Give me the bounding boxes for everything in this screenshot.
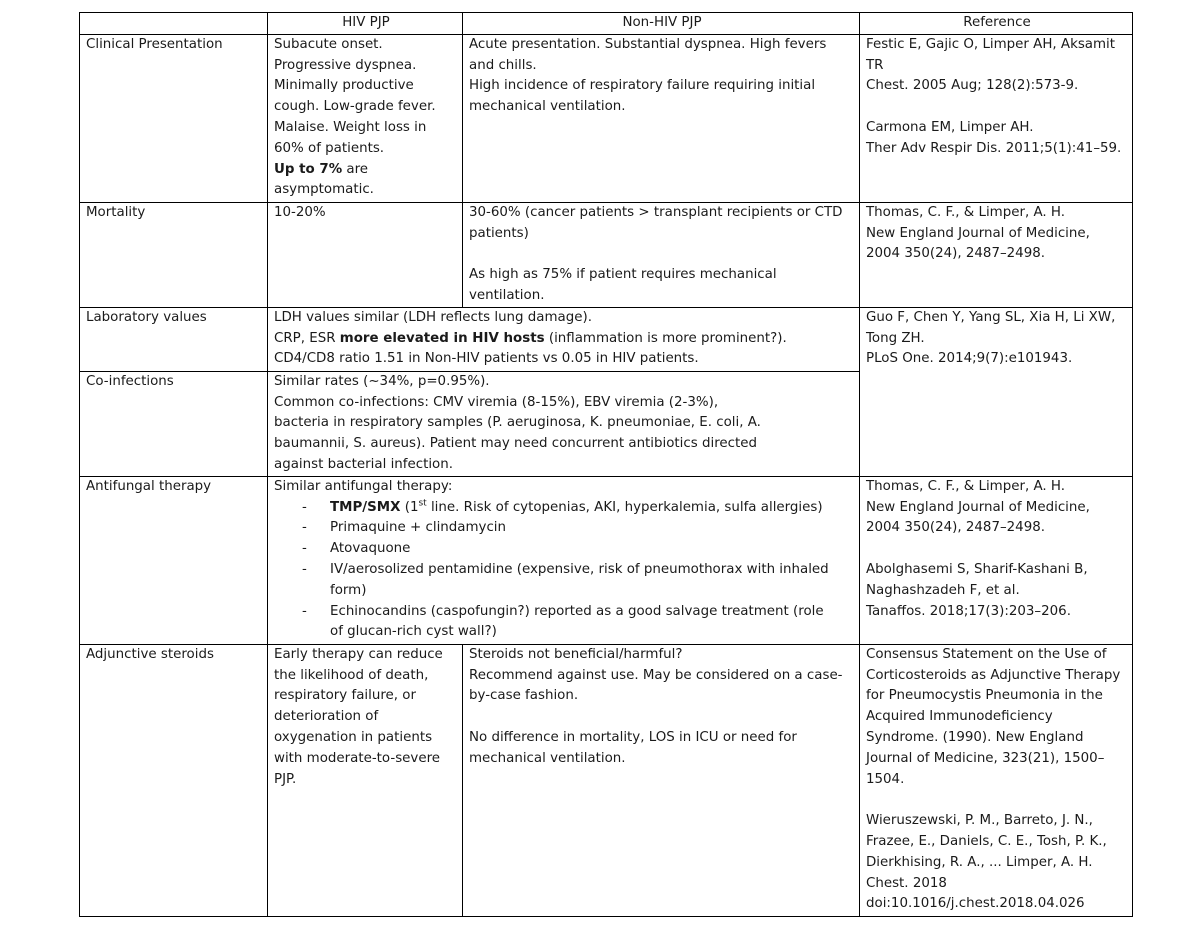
reference-text: Wieruszewski, P. M., Barreto, J. N., Frazee, E., Daniels, C. E., Tosh, P. K., Dierkhising, R. A., ... Limper, A. H. (866, 813, 1107, 870)
cell-text: are asymptomatic. (274, 161, 374, 198)
reference-text: Ther Adv Respir Dis. 2011;5(1):41–59. (866, 140, 1122, 156)
nonhiv-cell (463, 644, 860, 916)
cell-text: CD4/CD8 ratio 1.51 in Non-HIV patients vs 0.05 in HIV patients. (274, 351, 699, 367)
reference-cell (860, 644, 1133, 916)
cell-text: 30-60% (cancer patients > transplant recipients or CTD patients) (469, 204, 843, 241)
reference-text: Consensus Statement on the Use of Corticosteroids as Adjunctive Therapy for Pneumocystis Pneumonia in the Acquired Immunodeficiency Syndrome. (1990). New England Journal of Medicine, 323(21), 1500–1504. (866, 646, 1121, 787)
header-nonhiv: Non-HIV PJP (463, 13, 860, 35)
cell-text: Similar rates (~34%, p=0.95%). (274, 373, 490, 389)
cell-emphasis: more elevated in HIV hosts (339, 330, 545, 346)
cell-text: Steroids not beneficial/harmful? (469, 646, 683, 662)
cell-text: Subacute onset. Progressive dyspnea. Minimally productive cough. Low-grade fever. Malaise. Weight loss in 60% of patients. (274, 36, 436, 156)
cell-emphasis: TMP/SMX (330, 499, 401, 515)
list-item: - TMP/SMX (1st line. Risk of cytopenias, AKI, hyperkalemia, sulfa allergies) (302, 498, 835, 519)
document-page (79, 12, 1132, 917)
list-item: - Primaquine + clindamycin (302, 518, 835, 539)
reference-text: Guo F, Chen Y, Yang SL, Xia H, Li XW, Tong ZH. (866, 309, 1116, 346)
cell-text: No difference in mortality, LOS in ICU or need for mechanical ventilation. (469, 729, 797, 766)
reference-text: Tanaffos. 2018;17(3):203–206. (866, 603, 1071, 619)
hiv-cell: 10-20% (268, 202, 463, 307)
row-label: Mortality (80, 202, 268, 307)
list-item: - Echinocandins (caspofungin?) reported as a good salvage treatment (role of glucan-rich cyst wall?) (302, 602, 835, 644)
cell-text: CRP, ESR (274, 330, 340, 346)
reference-text: PLoS One. 2014;9(7):e101943. (866, 351, 1073, 367)
reference-cell (860, 34, 1133, 202)
row-label: Co-infections (80, 371, 268, 476)
cell-text: Common co-infections: CMV viremia (8-15%), EBV viremia (2-3%), bacteria in respiratory samples (P. aeruginosa, K. pneumoniae, E. coli, A. baumannii, S. aureus). Patient may need concurrent antibiotics directed against bacterial infection. (274, 394, 761, 472)
shared-cell (268, 371, 860, 476)
reference-text: Chest. 2018 (866, 875, 947, 891)
table-row (80, 476, 1133, 644)
row-label: Adjunctive steroids (80, 644, 268, 916)
reference-text: Thomas, C. F., & Limper, A. H. (866, 478, 1065, 494)
cell-text: Recommend against use. May be considered on a case-by-case fashion. (469, 667, 843, 704)
list-item: - IV/aerosolized pentamidine (expensive, risk of pneumothorax with inhaled form) (302, 560, 835, 602)
cell-text: Similar antifungal therapy: (274, 478, 453, 494)
header-row (80, 13, 1133, 35)
header-reference: Reference (860, 13, 1133, 35)
shared-cell (268, 307, 860, 371)
cell-text: (inflammation is more prominent?). (544, 330, 787, 346)
reference-text: Carmona EM, Limper AH. (866, 119, 1034, 135)
row-label: Clinical Presentation (80, 34, 268, 202)
reference-text: Festic E, Gajic O, Limper AH, Aksamit TR (866, 36, 1116, 73)
cell-text: Acute presentation. Substantial dyspnea. High fevers and chills. (469, 36, 827, 73)
nonhiv-cell (463, 202, 860, 307)
reference-text: Thomas, C. F., & Limper, A. H. (866, 204, 1065, 220)
reference-cell (860, 307, 1133, 476)
reference-cell (860, 202, 1133, 307)
reference-text: New England Journal of Medicine, 2004 350(24), 2487–2498. (866, 499, 1090, 536)
table-row (80, 202, 1133, 307)
list-item: - Atovaquone (302, 539, 835, 560)
cell-text: High incidence of respiratory failure requiring initial mechanical ventilation. (469, 78, 816, 115)
table-row (80, 644, 1133, 916)
reference-text: Abolghasemi S, Sharif-Kashani B, Naghashzadeh F, et al. (866, 561, 1088, 598)
header-hiv: HIV PJP (268, 13, 463, 35)
row-label: Laboratory values (80, 307, 268, 371)
nonhiv-cell (463, 34, 860, 202)
hiv-cell (268, 34, 463, 202)
table-row (80, 307, 1133, 371)
row-label: Antifungal therapy (80, 476, 268, 644)
table-row (80, 34, 1133, 202)
therapy-list (274, 498, 855, 644)
shared-cell (268, 476, 860, 644)
cell-emphasis: Up to 7% (274, 161, 343, 177)
reference-text: doi:10.1016/j.chest.2018.04.026 (866, 896, 1085, 912)
comparison-table (79, 12, 1133, 917)
hiv-cell: Early therapy can reduce the likelihood of death, respiratory failure, or deterioration of oxygenation in patients with moderate-to-severe PJP. (268, 644, 463, 916)
reference-cell (860, 476, 1133, 644)
header-aspect (80, 13, 268, 35)
cell-text: As high as 75% if patient requires mechanical ventilation. (469, 267, 777, 303)
cell-text: LDH values similar (LDH reflects lung damage). (274, 309, 592, 325)
reference-text: New England Journal of Medicine, 2004 350(24), 2487–2498. (866, 225, 1090, 262)
reference-text: Chest. 2005 Aug; 128(2):573-9. (866, 78, 1079, 94)
